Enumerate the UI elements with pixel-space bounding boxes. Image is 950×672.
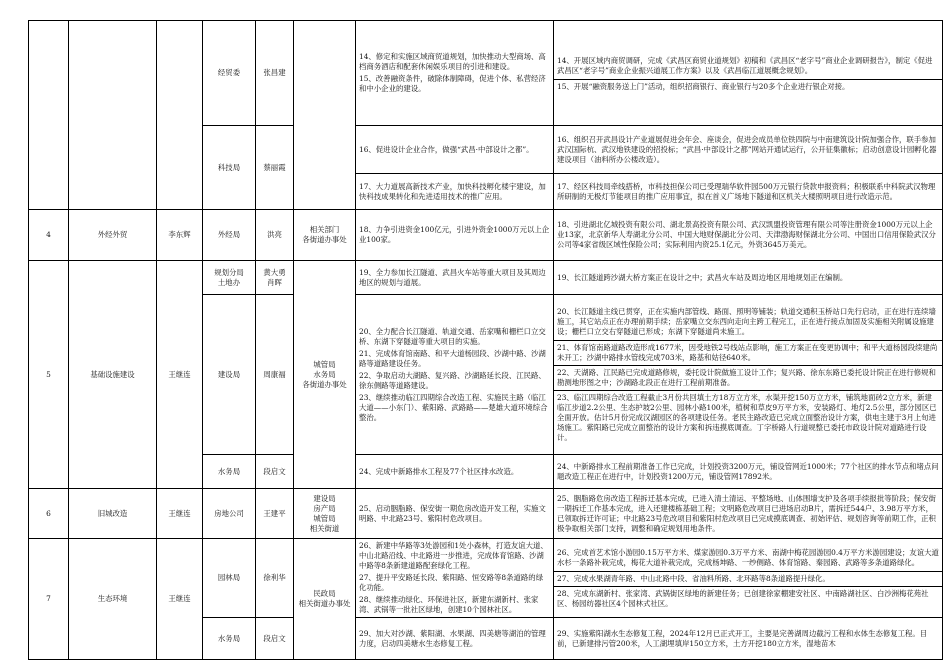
progress-cell: 18、引进湖北亿城投资有限公司、湖北景高投资有限公司、武汉凯盟投资管理有限公司等注册资金1000万元以上企业13家，北京新华人寿湖北分公司、中国大地财保湖北分公司、天津渤海财保湖北分公司、中国出口信用保险武汉分公司等4家省级区域性保险公司；实际利用内资25.1亿元，外资3645万美元。 [554, 210, 943, 261]
task-text: 23、继续推动临江四期综合改造工程、实施民主路（临江大道——小东门）、紫阳路、武路路——楚雄大道环境综合整治。 [359, 392, 548, 422]
coop-cell [294, 21, 356, 210]
progress-cell: 29、实施紫阳湖水生态修复工程，2024年12月已正式开工，主要是完善湖周边截污工程和水体生态修复工程。目前，已新建排污管200米，人工湖埋填岸150立方米，土方开挖180立方米，湿地苗木 [554, 618, 943, 660]
task-text: 27、提升平安路延长段、紫阳路、恒安路等8条道路的绿化功能。 [359, 573, 544, 592]
table-row [29, 261, 943, 295]
progress-text: 15、开展“融资服务送上门”活动，组织招商银行、商业银行与20多个企业进行银企对接。 [554, 79, 942, 92]
task-cell [356, 295, 554, 455]
dept-leader-cell: 段启文 [256, 455, 294, 489]
seq-cell: 4 [29, 210, 69, 261]
seq-cell: 5 [29, 261, 69, 489]
dept-leader-text: 黄大勇 肖晖 [263, 267, 286, 287]
task-cell: 18、力争引进资金100亿元，引进外资金1000万元以上企业100家。 [356, 210, 554, 261]
table-row [29, 210, 943, 261]
table-row [29, 539, 943, 618]
coop-cell [294, 539, 356, 660]
dept-cell: 建设局 [203, 295, 256, 455]
coop-cell [294, 261, 356, 489]
seq-cell: 6 [29, 489, 69, 539]
task-cell [356, 174, 554, 210]
progress-text: 20、长江隧道主线已贯穿，正在实施内部管线、路面、照明等铺装；轨道交通积玉桥站口先行启动，正在进行连续墙施工，其它站点正在办理前期手续；岳家嘴立交东西向走向主跨工程完工，正在进行接点加固及实施相关附属设施建设；栅栏口立交右穿隧道已形成；东湖下穿隧道尚未施工。 [557, 307, 936, 336]
leader-cell: 王继连 [157, 261, 203, 489]
item-cell: 旧城改造 [69, 489, 157, 539]
task-cell: 24、完成中新路排水工程及77个社区排水改造。 [356, 455, 554, 489]
progress-cell: 19、长江隧道跨沙湖大桥方案正在设计之中；武昌火车站及周边地区用地规划正在编制。 [554, 261, 943, 295]
task-cell [356, 126, 554, 174]
seq-cell: 7 [29, 539, 69, 660]
dept-cell [203, 261, 256, 295]
dept-leader-cell: 周康福 [256, 295, 294, 455]
progress-text: 16、组织召开武昌设计产业道展促进会年会、座谈会，促进会成员单位铁四院与中南建筑设计院加强合作，联手参加武汉国际杭、武汉地铁建设的招投标；“武昌·中部设计之都”网站开通试运行，公开征集徽标；启动创意设计园孵化器建设项目（油料所办公楼改造）。 [557, 134, 937, 164]
dept-cell: 水务局 [203, 618, 256, 660]
coop-text: 民政局 相关街道办事处 [298, 589, 351, 608]
dept-leader-cell: 张昌建 [256, 21, 294, 126]
task-text: 26、新建中华路等3处游园和1处小森林，打造友谊大道、中山北路沿线、中北路进一步推进，完成体育馆路、沙湖中路等8条新建道路配套绿化工程。 [359, 541, 548, 570]
progress-text: 28、完成东湖新村、张家湾、武锅街区绿地的新建任务；已创建徐家棚建安社区、中南路湖社区、白沙洲梅花苑社区、杨园纺器社区4个园林式社区。 [554, 586, 942, 609]
progress-text: 26、完成首艺术馆小游园0.15万平方米、煤家游园0.3万平方米、南湖中梅花园游园0.4万平方米游园建设；友谊大道水杉一条路补栽完成，梅花大道补栽完成，完成杨坤路、一纱侧路、体育馆路、秦园路、武路等多条道路绿化。 [557, 548, 939, 567]
coop-cell [294, 489, 356, 539]
task-cell: 19、全力参加长江隧道、武昌火车站等重大项目及其周边地区的规划与道展。 [356, 261, 554, 295]
task-cell [356, 21, 554, 126]
leader-cell: 王继连 [157, 489, 203, 539]
dept-leader-cell: 蔡丽霞 [256, 126, 294, 210]
task-text: 17、大力道展高新技术产业，加快科技孵化楼宇建设，加快科技成果转化和先进适用技术的推广应用。 [359, 181, 546, 201]
progress-cell [554, 295, 943, 455]
dept-cell: 经贸委 [203, 21, 256, 126]
seq-cell [29, 21, 69, 210]
dept-cell: 园林局 [203, 539, 256, 618]
progress-cell [554, 126, 943, 174]
item-cell: 生态环境 [69, 539, 157, 660]
progress-table [28, 20, 943, 660]
dept-cell: 水务局 [203, 455, 256, 489]
progress-cell [554, 539, 943, 618]
dept-text: 规划分局 土地办 [214, 267, 244, 287]
item-cell: 外经外贸 [69, 210, 157, 261]
task-cell [356, 539, 554, 618]
item-cell: 基础设施建设 [69, 261, 157, 489]
task-cell: 29、加大对沙湖、紫阳湖、水果湖、四美塘等湖泊的管理力度，启动四美塘水生态修复工程。 [356, 618, 554, 660]
dept-cell: 科技局 [203, 126, 256, 210]
dept-leader-cell: 王建平 [256, 489, 294, 539]
table-row [29, 21, 943, 126]
task-text: 15、改善融资条件，破除体制障碍，促进个体、私营经济和中小企业的建设。 [359, 74, 546, 93]
coop-text: 相关部门 各街道办事处 [302, 225, 347, 244]
dept-leader-cell [256, 261, 294, 295]
coop-text: 建设局 房产局 城管局 相关街道 [309, 493, 340, 533]
progress-cell [554, 174, 943, 210]
progress-text: 23、临江四期综合改造工程截止3月份共回填土方18万立方米，水渠开挖150万立方米，铺筑地面砖2立方米，新建临江步道2.2公里、生态护坡2公里、园林小路100米，植树和草皮9万平方米，安装路灯、地灯2.5公里，部分园区已全面开放。估计5月份完成汉湖园区的各项建设任务。老民主路改造已完成立面整治设计方案，供电主建于3月上旬进场施工。紫阳路已完成立面整治的设计方案和拆违摸底调查。丁字桥路人行道规整已委托市政设计院对道路进行设计。 [554, 390, 942, 443]
progress-cell: 24、中新路排水工程前期准备工作已完成，计划投资3200万元，铺设管网近1000米；77个社区的排水节点和堵点问题改造工程正在进行中，计划投资1200万元，铺设管网17892米。 [554, 455, 943, 489]
dept-leader-cell: 洪亮 [256, 210, 294, 261]
table-row [29, 489, 943, 539]
progress-cell [554, 21, 943, 126]
coop-cell [294, 210, 356, 261]
progress-text: 17、经区科技局牵线搭桥，市科技担保公司已受理瑞华软件园500万元银行贷款申报资料；积极联系中科院武汉物理所研制的无极灯节能项目的推广应用事宜，拟在首义广场地下隧道和区机关大楼照明项目进行改造示范。 [557, 181, 936, 201]
leader-cell: 李东辉 [157, 210, 203, 261]
task-text: 28、继续推动绿化、环保进社区，新建东湖新村、张家湾、武锅等一批社区绿地，创建10个园林社区。 [359, 595, 539, 614]
task-text: 20、全力配合长江隧道、轨道交通、岳家嘴和栅栏口立交桥、东湖下穿隧道等重大项目的实施。 [359, 326, 546, 346]
progress-text: 21、体育馆南路道路改造形成1677米，因受地铁2号线站点影响，施工方案正在变更协调中；和平大道杨园段续建尚未开工；沙湖中路排水管线完成703米，路基和姑径640米。 [554, 340, 942, 363]
dept-cell: 外经局 [203, 210, 256, 261]
dept-leader-cell: 徐利华 [256, 539, 294, 618]
progress-text: 22、天湖路、江民路已完成道路修规，委托设计院做施工设计工作；复兴路、徐东东路已委托设计院正在进行修规和勘测地形图之中；沙湖路北段正在进行工程前期准备。 [554, 365, 942, 388]
item-cell [69, 21, 157, 210]
task-cell: 25、启动胭脂路、保安街一期危房改造开发工程，实施文明路、中北路23号、紫阳村危改项目。 [356, 489, 554, 539]
task-text: 14、修定和实施区域商贸道规划，加快推动大型商场、高档商务酒店和配套休闲娱乐项目的引进和建设。 [359, 52, 546, 71]
leader-cell [157, 21, 203, 210]
progress-text: 27、完成水果湖青年路、中山北路中段、省油料所路、北环路等8条道路提升绿化。 [554, 571, 942, 584]
task-text: 22、争取启动大湖路、复兴路、沙湖路延长段、江民路、徐东侧路等道路建设。 [359, 370, 546, 390]
leader-cell: 王继连 [157, 539, 203, 660]
task-text: 21、完成体育馆南路、和平大道杨园段、沙湖中路、沙湖路等道路建设任务。 [359, 348, 546, 368]
progress-text: 14、开展区域内商贸调研，完成《武昌区商贸业道规划》初稿和《武昌区“老字号”商业企业调研报告》，制定《促进武昌区“老字号”商业企业振兴道展工作方案》以及《武昌临江道展概念规划》。 [557, 55, 933, 75]
progress-cell: 25、胭脂路危房改造工程拆迁基本完成，已进入清土清运、平整场地、山体围墙支护及各项手续报批等阶段；保安街一期拆迁工作基本完成，进入还建楼栋基础工程；文明路危改项目已进场启动B片，需拆迁544户、3.98万平方米，已领取拆迁许可证；中北路23号危改项目和紫阳村危改项目已完成摸底调查、初始评估、规划咨询等前期工作，正积极争取相关部门支持，调整和确定规划用地条件。 [554, 489, 943, 539]
dept-leader-cell: 段启文 [256, 618, 294, 660]
task-text: 16、促进设计企业合作，做强“武昌·中部设计之都”。 [359, 144, 534, 154]
coop-text: 城管局 水务局 各街道办事处 [302, 359, 347, 389]
dept-cell: 房地公司 [203, 489, 256, 539]
